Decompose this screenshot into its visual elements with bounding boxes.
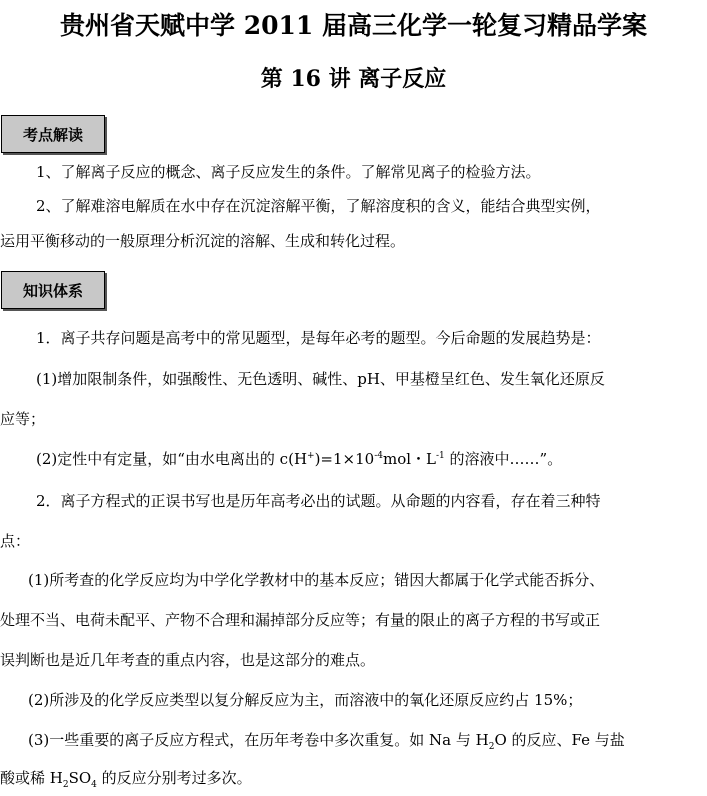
text-run: mol・L xyxy=(382,450,436,468)
text-run: 酸或稀 H xyxy=(0,769,63,787)
text-run: )=1×10 xyxy=(314,450,375,468)
subscript: 2 xyxy=(488,742,495,752)
section-heading-knowledge-system: 知识体系 xyxy=(1,271,105,309)
document-title: 贵州省天赋中学 2011 届高三化学一轮复习精品学案 xyxy=(60,11,647,40)
paragraph-line: 点： xyxy=(0,532,31,550)
superscript: + xyxy=(307,451,315,461)
subscript: 4 xyxy=(91,780,97,790)
paragraph-line: 应等； xyxy=(0,410,46,428)
text-run: (2)定性中有定量，如“由水电离出的 c(H xyxy=(36,450,308,468)
lesson-subtitle: 第 16 讲 离子反应 xyxy=(260,66,447,92)
paragraph-line: 误判断也是近几年考查的重点内容，也是这部分的难点。 xyxy=(0,651,376,669)
section-heading-exam-points: 考点解读 xyxy=(1,115,105,153)
text-run: 的溶液中……”。 xyxy=(444,450,563,468)
paragraph-line: (2)所涉及的化学反应类型以复分解反应为主，而溶液中的氧化还原反应约占 15%； xyxy=(28,691,583,709)
subscript: 2 xyxy=(62,780,69,790)
paragraph-line: 1．离子共存问题是高考中的常见题型，是每年必考的题型。今后命题的发展趋势是： xyxy=(36,329,601,347)
paragraph-line: (1)所考查的化学反应均为中学化学教材中的基本反应；错因大都属于化学式能否拆分、 xyxy=(28,571,605,589)
paragraph-line xyxy=(0,768,707,788)
text-run: 的反应分别考过多次。 xyxy=(96,769,252,787)
text-run: (3)一些重要的离子反应方程式，在历年考卷中多次重复。如 Na 与 H xyxy=(28,731,489,749)
paragraph-line: 运用平衡移动的一般原理分析沉淀的溶解、生成和转化过程。 xyxy=(0,232,406,250)
paragraph-line: 2．离子方程式的正误书写也是历年高考必出的试题。从命题的内容看，存在着三种特 xyxy=(36,492,601,510)
text-run: O 的反应、Fe 与盐 xyxy=(494,731,625,749)
superscript: -1 xyxy=(436,451,445,461)
paragraph-line xyxy=(0,730,707,750)
paragraph-line: 2、了解难溶电解质在水中存在沉淀溶解平衡，了解溶度积的含义，能结合典型实例， xyxy=(36,197,601,215)
paragraph-line: (1)增加限制条件，如强酸性、无色透明、碱性、pH、甲基橙呈红色、发生氧化还原反 xyxy=(36,370,605,388)
superscript: -4 xyxy=(374,451,383,461)
paragraph-line: 1、了解离子反应的概念、离子反应发生的条件。了解常见离子的检验方法。 xyxy=(36,163,541,181)
paragraph-line xyxy=(0,449,707,469)
paragraph-line: 处理不当、电荷未配平、产物不合理和漏掉部分反应等；有量的限止的离子方程的书写或正 xyxy=(0,611,601,629)
text-run: SO xyxy=(68,769,92,787)
